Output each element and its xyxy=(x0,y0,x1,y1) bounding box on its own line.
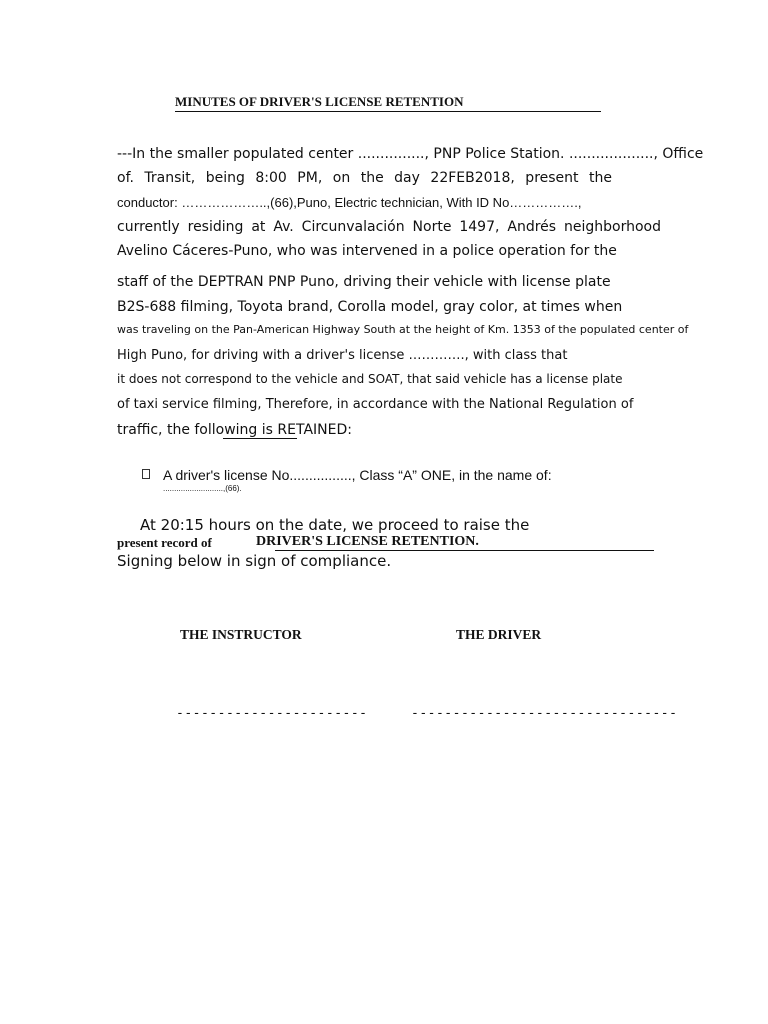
bullet-line: A driver's license No................, Class “A” ONE, in the name of: xyxy=(163,467,552,483)
driver-label: THE DRIVER xyxy=(456,627,542,642)
closing-record-prefix: present record of xyxy=(117,535,212,550)
record-title-underline xyxy=(275,550,654,551)
body-line-6: staff of the DEPTRAN PNP Puno, driving their vehicle with license plate xyxy=(117,274,611,290)
driver-signature-line: -------------------------------- xyxy=(411,706,678,721)
bullet-icon xyxy=(142,469,150,479)
body-line-5: Avelino Cáceres-Puno, who was intervened in a police operation for the xyxy=(117,243,617,259)
body-line-1: ---In the smaller populated center ..............., PNP Police Station. ..................., Office xyxy=(117,146,704,162)
body-line-9: High Puno, for driving with a driver's license …………., with class that xyxy=(117,348,568,363)
body-line-10: it does not correspond to the vehicle and SOAT, that said vehicle has a license plate xyxy=(117,372,623,386)
closing-line-1: At 20:15 hours on the date, we proceed to raise the xyxy=(140,516,530,534)
instructor-label: THE INSTRUCTOR xyxy=(180,627,302,642)
body-line-2: of. Transit, being 8:00 PM, on the day 22FEB2018, present the xyxy=(117,170,612,186)
body-line-11: of taxi service filming, Therefore, in accordance with the National Regulation of xyxy=(117,397,634,412)
closing-line-3: Signing below in sign of compliance. xyxy=(117,552,392,570)
retained-underline xyxy=(223,438,297,439)
bullet-subline: ...........................,(66). xyxy=(163,484,242,493)
closing-record-title: DRIVER'S LICENSE RETENTION. xyxy=(256,534,479,549)
instructor-signature-line: ----------------------- xyxy=(176,706,368,721)
body-line-4: currently residing at Av. Circunvalación Norte 1497, Andrés neighborhood xyxy=(117,219,661,235)
body-line-7: B2S-688 filming, Toyota brand, Corolla model, gray color, at times when xyxy=(117,299,623,315)
body-line-3: conductor: ………………..,(66),Puno, Electric technician, With ID No……………., xyxy=(117,195,582,210)
document-title: MINUTES OF DRIVER'S LICENSE RETENTION xyxy=(175,94,601,112)
body-line-8: was traveling on the Pan-American Highway South at the height of Km. 1353 of the populated center of xyxy=(117,323,689,336)
body-line-12: traffic, the following is RETAINED: xyxy=(117,422,352,438)
